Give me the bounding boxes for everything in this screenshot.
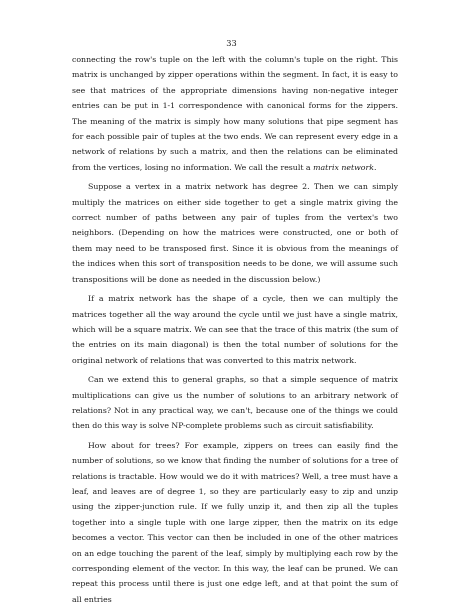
body-text (72, 52, 398, 611)
term-matrix-network: matrix network (313, 162, 374, 172)
paragraph-1-tail: . (373, 162, 377, 172)
paragraph-2: Suppose a vertex in a matrix network has degree 2. Then we can simply multiply the matrices on either side together to get a single matrix giving the correct number of paths between any pair of tuples from the vertex's two neighbors. (Depending on how the matrices were constructed, one or both of them may need to be transposed first. Since it is obvious from the meanings of the indices when this sort of transposition needs to be done, we will assume such transpositions will be done as needed in the discussion below.) (72, 182, 398, 284)
paragraph-1 (72, 52, 398, 175)
paragraph-1-text: connecting the row's tuple on the left with the column's tuple on the right. This matrix is unchanged by zipper operations within the segment. In fact, it is easy to see that matrices of the appropriate dimensions having non-negative integer entries can be put in 1-1 correspondence with canonical forms for the zippers. The meaning of the matrix is simply how many solutions that pipe segment has for each possible pair of tuples at the two ends. We can represent every edge in a network of relations by such a matrix, and then the relations can be eliminated from the vertices, losing no information. We call the result a (72, 55, 398, 172)
paragraph-4: Can we extend this to general graphs, so that a simple sequence of matrix multiplications can give us the number of solutions to an arbitrary network of relations? Not in any practical way, we can't, because one of the things we could then do this way is solve NP-complete problems such as circuit satisfiability. (72, 375, 398, 431)
paragraph-3: If a matrix network has the shape of a cycle, then we can multiply the matrices together all the way around the cycle until we just have a single matrix, which will be a square matrix. We can see that the trace of this matrix (the sum of the entries on its main diagonal) is then the total number of solutions for the original network of relations that was converted to this matrix network. (72, 294, 398, 365)
page-number: 33 (226, 38, 237, 48)
paragraph-5: How about for trees? For example, zippers on trees can easily find the number of solutions, so we know that finding the number of solutions for a tree of relations is tractable. How would we do it with matrices? Well, a tree must have a leaf, and leaves are of degree 1, so they are particularly easy to zip and unzip using the zipper-junction rule. If we fully unzip it, and then zip all the tuples together into a single tuple with one large zipper, then the matrix on its edge becomes a vector. This vector can then be included in one of the other matrices on an edge touching the parent of the leaf, simply by multiplying each row by the corresponding element of the vector. In this way, the leaf can be pruned. We can repeat this process until there is just one edge left, and at that point the sum of all entries (72, 440, 398, 604)
